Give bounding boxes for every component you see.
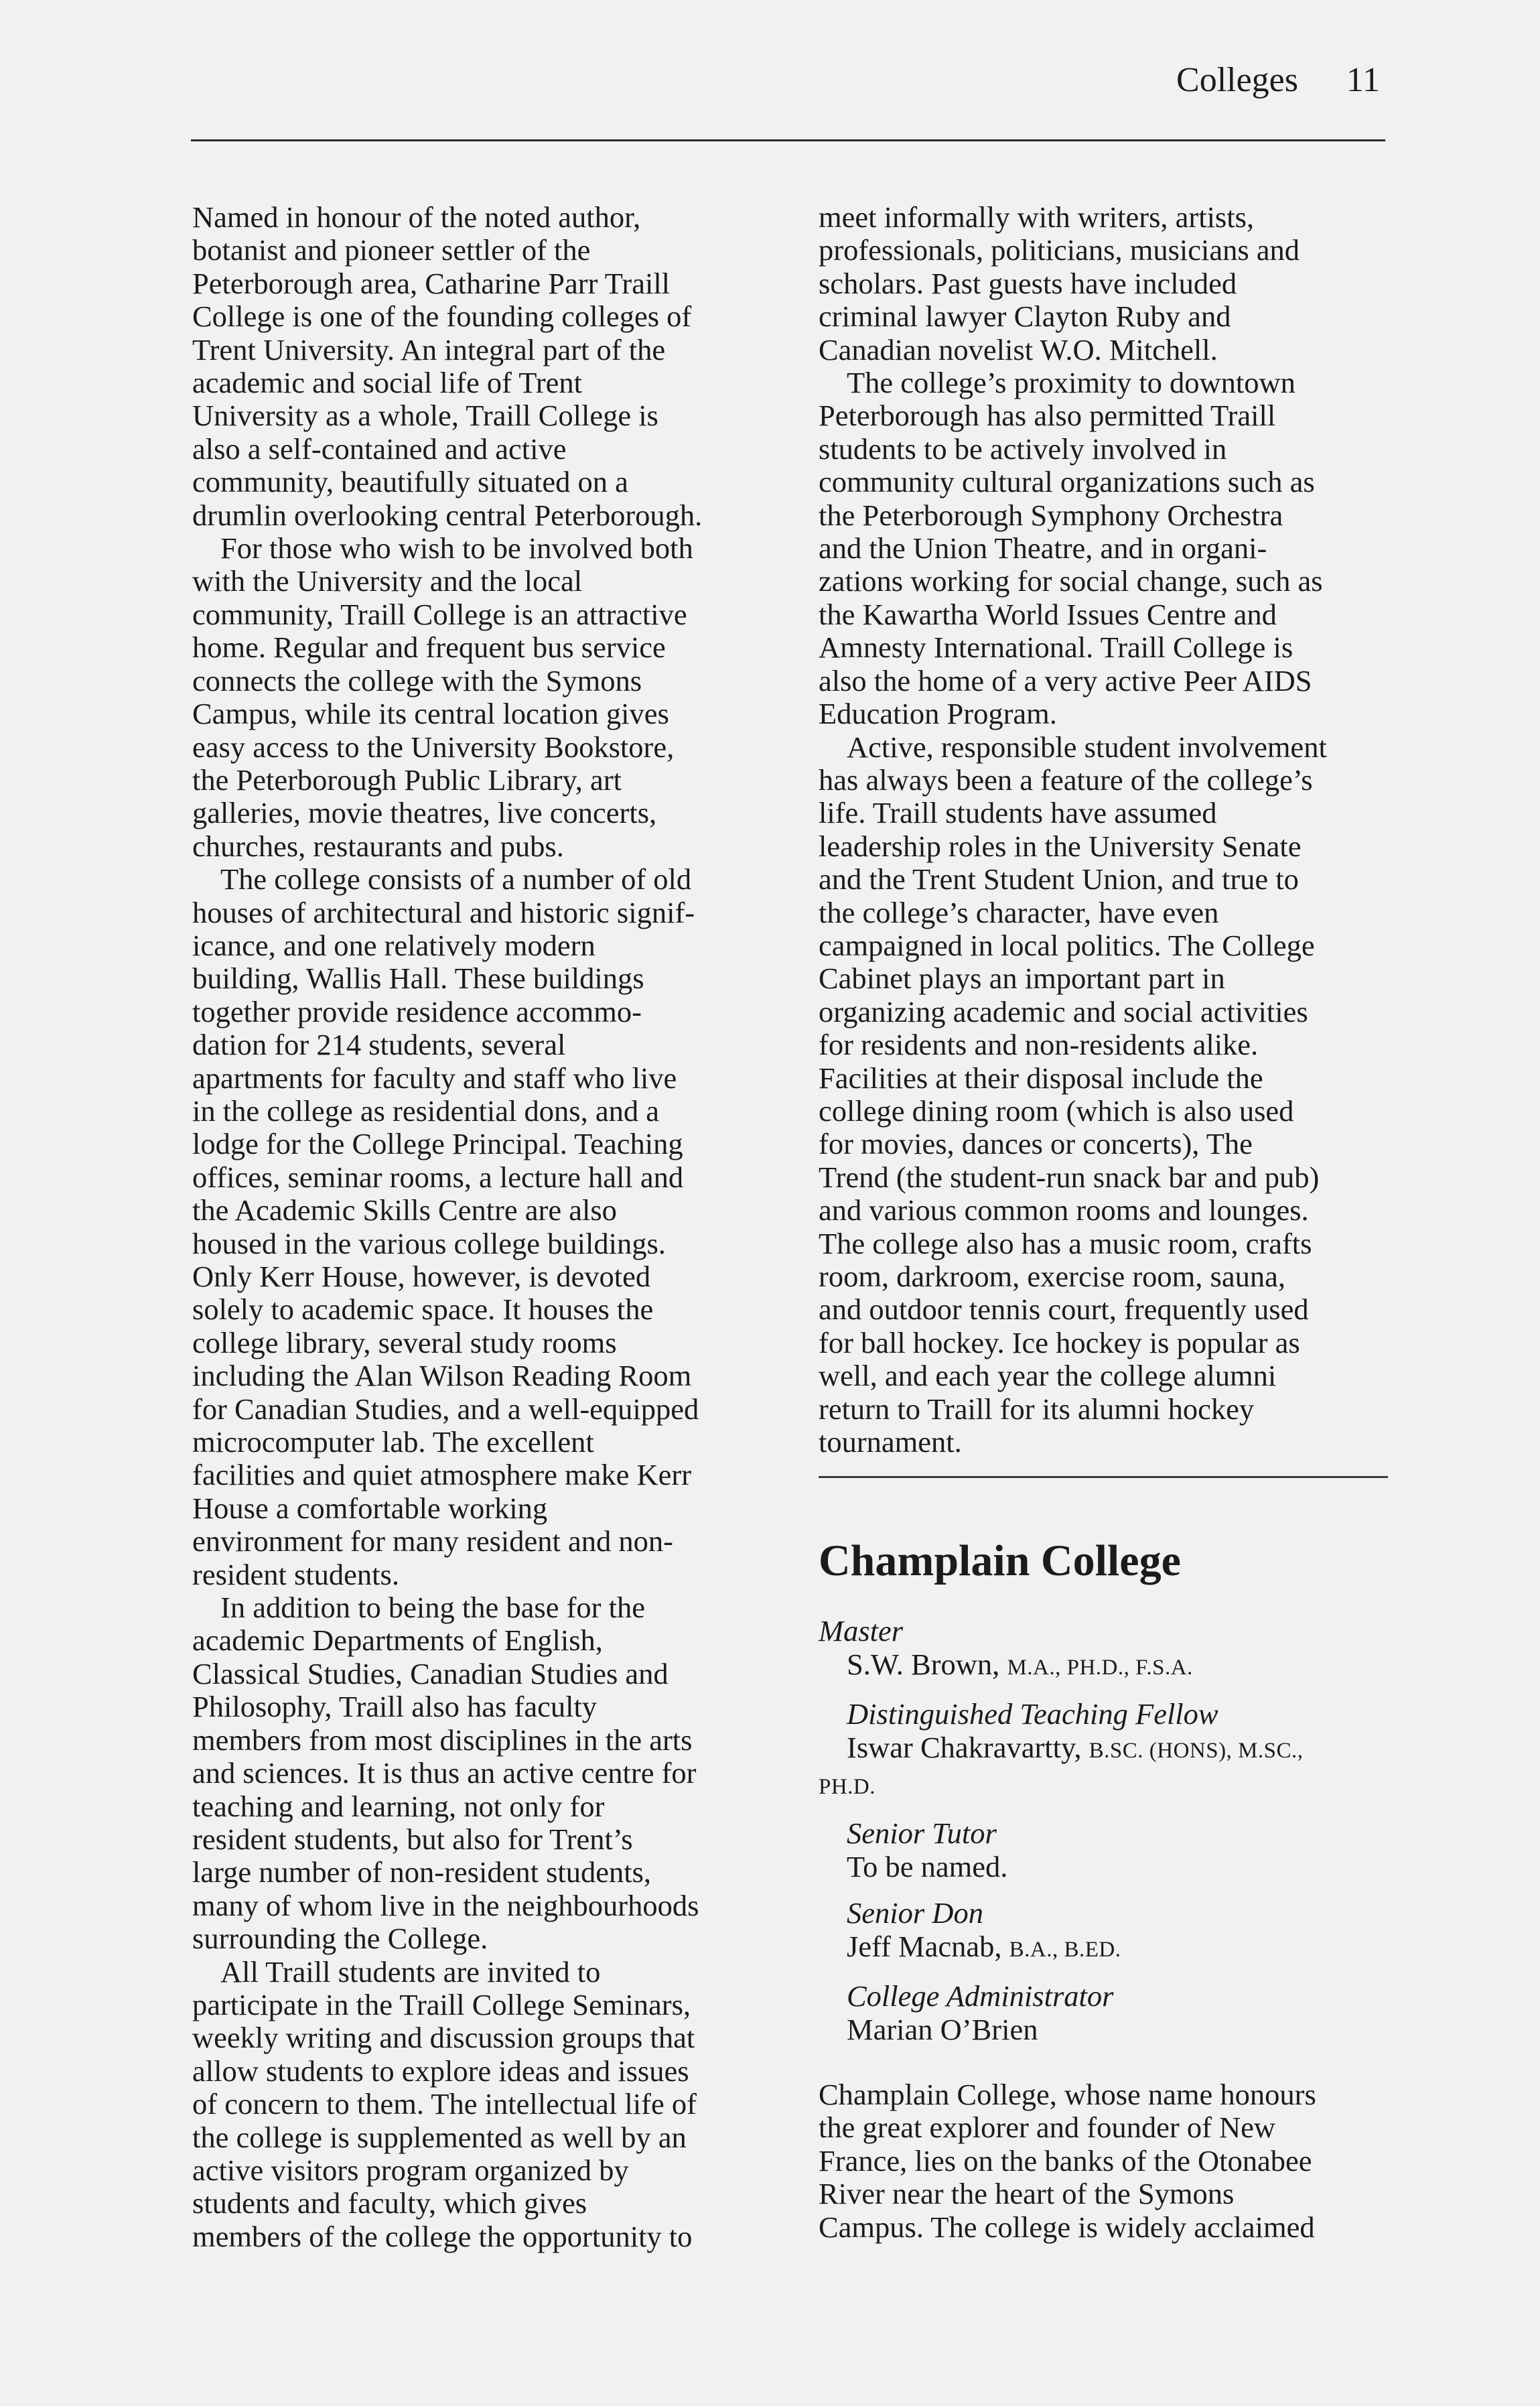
staff-name-text: S.W. Brown, (847, 1647, 1000, 1681)
staff-role: Senior Tutor (847, 1816, 997, 1851)
staff-name: To be named. (847, 1849, 1008, 1883)
staff-credentials: B.SC. (HONS), M.SC., PH.D. (819, 1738, 1304, 1800)
staff-name (819, 1930, 1388, 1966)
staff-role: College Administrator (847, 1979, 1114, 2013)
staff-role: Master (819, 1614, 904, 1648)
section-title: Colleges (1176, 61, 1298, 99)
staff-name-text: Jeff Macnab, (847, 1929, 1002, 1963)
section-divider (819, 1476, 1388, 1478)
staff-credentials: B.A., B.ED. (1009, 1937, 1121, 1962)
paragraph: Named in honour of the noted author, botanist and pioneer settler of the Peterborough area, Catharine Parr Traill College is one of the founding colleges of Trent University. An integral part of the academic and social life of Trent University as a whole, Traill College is also a self-contained and active community, beautifully situated on a drumlin overlooking central Peterborough. (192, 200, 703, 532)
section-heading: Champlain College (819, 1536, 1181, 1586)
right-column (819, 201, 1388, 2244)
paragraph: The college’s proximity to downtown Peterborough has also permitted Traill students to be actively involved in community cultural organizations such as the Peterborough Symphony Orchestra and the Union Theatre, and in organi- zations working for social change, such as the Kawartha World Issues Centre and Amnesty International. Traill College is also the home of a very active Peer AIDS Education Program. (819, 366, 1323, 731)
left-column (192, 201, 798, 2253)
staff-name-text: Iswar Chakravartty, (847, 1730, 1082, 1764)
staff-name (819, 1648, 1388, 1684)
paragraph: For those who wish to be involved both with the University and the local community, Traill College is an attractive home. Regular and frequent bus service connects the college with the Symons Campus, while its central location gives easy access to the University Bookstore, the Peterborough Public Library, art galleries, movie theatres, live concerts, churches, restaurants and pubs. (192, 531, 693, 863)
staff-list (819, 1615, 1388, 2046)
staff-name: Marian O’Brien (847, 2012, 1038, 2046)
running-header (191, 52, 1385, 141)
paragraph: All Traill students are invited to participate in the Traill College Seminars, weekly writing and discussion groups that allow students to explore ideas and issues of concern to them. The intellectual life of the college is supplemented as well by an active visitors program organized by students and faculty, which gives members of the college the opportunity to (192, 1954, 697, 2253)
paragraph: The college consists of a number of old houses of architectural and historic signif- icance, and one relatively modern building, Wallis Hall. These buildings together provide residence accommo- dation for 214 students, several apartments for faculty and staff who live in the college as residential dons, and a lodge for the College Principal. Teaching offices, seminar rooms, a lecture hall and the Academic Skills Centre are also housed in the various college buildings. Only Kerr House, however, is devoted solely to academic space. It houses the college library, several study rooms including the Alan Wilson Reading Room for Canadian Studies, and a well-equipped microcomputer lab. The excellent facilities and quiet atmosphere make Kerr House a comfortable working environment for many resident and non- resident students. (192, 862, 699, 1591)
staff-name (819, 1731, 1388, 1804)
staff-credentials: M.A., PH.D., F.S.A. (1007, 1655, 1193, 1680)
staff-role: Distinguished Teaching Fellow (847, 1697, 1218, 1731)
paragraph: meet informally with writers, artists, professionals, politicians, musicians and scholars. Past guests have included criminal lawyer Clayton Ruby and Canadian novelist W.O. Mitchell. (819, 200, 1300, 366)
page-number: 11 (1346, 61, 1380, 99)
staff-role: Senior Don (847, 1896, 983, 1930)
paragraph: Champlain College, whose name honours the great explorer and founder of New France, lies on the banks of the Otonabee River near the heart of the Symons Campus. The college is widely acclaimed (819, 2077, 1316, 2244)
paragraph: In addition to being the base for the academic Departments of English, Classical Studies, Canadian Studies and Philosophy, Traill also has faculty members from most disciplines in the arts and sciences. It is thus an active centre for teaching and learning, not only for resident students, but also for Trent’s large number of non-resident students, many of whom live in the neighbourhoods surrounding the College. (192, 1591, 699, 1956)
paragraph: Active, responsible student involvement has always been a feature of the college’s life. Traill students have assumed leadership roles in the University Senate and the Trent Student Union, and true to the college’s character, have even campaigned in local politics. The College Cabinet plays an important part in organizing academic and social activities for residents and non-residents alike. Facilities at their disposal include the college dining room (which is also used for movies, dances or concerts), The Trend (the student-run snack bar and pub) and various common rooms and lounges. The college also has a music room, crafts room, darkroom, exercise room, sauna, and outdoor tennis court, frequently used for ball hockey. Ice hockey is popular as well, and each year the college alumni return to Traill for its alumni hockey tournament. (819, 730, 1327, 1459)
